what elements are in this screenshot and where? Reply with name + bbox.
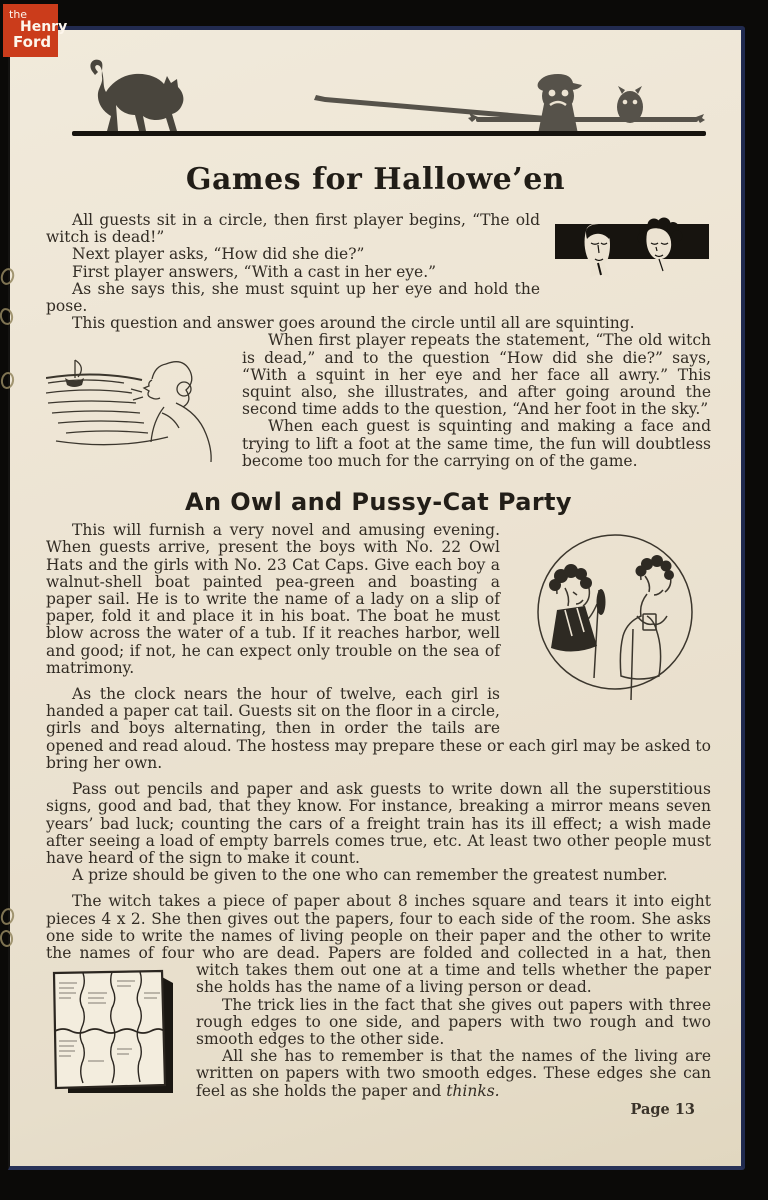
paragraph: When first player repeats the statement, “The old witch is dead,” and to the question “How did she die?” says, “With a squint in her eye and her face all awry.” This squint also, she illustrates, and after going around the second time adds to the question, “And her foot in the sky.” [46,332,711,418]
section-heading: An Owl and Pussy-Cat Party [185,488,572,517]
scarecrow-owl-icon [286,74,706,138]
paragraph: This will furnish a very novel and amusing evening. When guests arrive, present the boys with No. 22 Owl Hats and the girls with No. 23 Cat Caps. Give each boy a walnut-shell boat painted pea-green and boasting a paper sail. He is to write the name of a lady on a slip of paper, fold it and place it in his boat. The boat he must blow across the water of a tub. If it reaches harbor, well and good; if not, he can expect only trouble on the sea of matrimony. [46,522,711,677]
paragraph: A prize should be given to the one who can remember the greatest number. [72,866,668,885]
woman-blowing-boat-icon [46,332,228,464]
masthead [10,30,741,142]
page-title: Games for Hallowe’en [185,162,566,197]
emphasized-word: thinks. [446,1081,500,1100]
page-number: Page 13 [630,1101,695,1118]
scanned-booklet-page [8,26,745,1170]
paragraph: Next player asks, “How did she die?” [72,245,365,264]
henry-ford-logo [3,4,68,57]
girls-cat-tail-icon [513,528,711,728]
paragraph: This question and answer goes around the circle until all are squinting. [72,314,635,333]
logo-text: Ford [13,33,52,51]
paragraph: Pass out pencils and paper and ask guests to write down all the superstitious signs, good and bad, that they know. For instance, breaking a mirror means seven years’ bad luck; counting the cars of a freight train has its ill effect; a wish made after seeing a load of empty barrels comes true, etc. At least two other people must have heard of the sign to make it count. [46,780,711,867]
squinting-couple-icon [553,214,711,280]
logo-text: Henry [20,19,68,35]
paragraph: All guests sit in a circle, then first player begins, “The old witch is dead!” [46,212,711,246]
paragraph: When each guest is squinting and making a face and trying to lift a foot at the same time, the fun will doubtless become too much for the carrying on of the game. [242,417,711,470]
black-cat-icon [82,56,204,134]
paragraph: First player answers, “With a cast in her eye.” [72,262,437,281]
paragraph: All she has to remember is that the names of the living are written on papers with two smooth edges. These edges she can feel as she holds the paper and thinks. [196,1047,711,1100]
paragraph: The trick lies in the fact that she gives out papers with three rough edges to one side, and papers with two rough and two smooth edges to the other side. [196,995,711,1048]
paragraph: As she says this, she must squint up her eye and hold the pose. [46,279,540,316]
article-body [10,197,741,1100]
paragraph: As the clock nears the hour of twelve, each girl is handed a paper cat tail. Guests sit on the floor in a circle, girls and boys alternating, then in order the tails are opened and read aloud. The hostess may prepare these or each girl may be asked to bring her own. [46,685,711,772]
logo-text: the [9,8,28,21]
paragraph: The witch takes a piece of paper about 8 inches square and tears it into eight pieces 4 x 2. She then gives out the papers, four to each side of the room. She asks one side to write the names of living people on their paper and the other to write the names of four who are dead. Papers are folded and collected in a hat, then witch takes them out one at a time and tells whether the paper she holds has the name of a living person or dead. [46,893,711,996]
masthead-rule [72,131,706,136]
